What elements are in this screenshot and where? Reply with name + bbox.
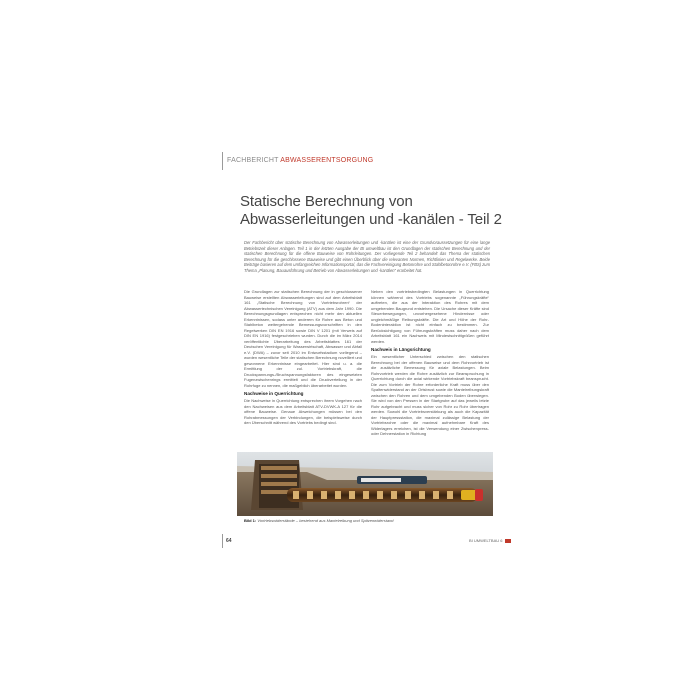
paragraph: Die Grundlagen zur statischen Berechnung der in geschlossener Bauweise erstellten Abwasserleitungen sind auf dem Arbeitsblatt 161 „Statische Berechnung von Vortriebsrohren“ der Abwassertechnischen Vereinigung (ATV) aus dem Jahr 1990. Die Berechnungsgrundlagen entsprechen nicht mehr den aktuellen Erkenntnissen, sodass unter anderem für Rohre aus Beton und Stahlbeton weitergehende Bemessungsvorschriften in den Regelwerken DIN EN 1916 sowie DIN V 1201 (mit Verweis auf DIN EN 1916) festgeschrieben wurden. Durch die im März 2014 veröffentlichte Überarbeitung des Arbeitsblattes 161 der Deutschen Vereinigung für Wasserwirtschaft, Abwasser und Abfall e.V. (DWA) – zuvor seit 2010 im Entwurfsstadium vorliegend – wurden wesentliche Teile der statischen Berechnung novelliert und gewonnene Erkenntnisse eingearbeitet. Hier sind u. a. die Ermittlung der zul. Vortriebskraft, die Druckspannungs-/Bruchspannungsfaktoren des eingesetzten Fugenzwischenrings ermittelt und die Druckverteilung in der Rohrfuge zu nennen, die maßgeblich überarbeitet wurden. (244, 289, 362, 388)
section-topic: ABWASSERENTSORGUNG (280, 157, 374, 164)
subheading: Nachweise in Querrichtung (244, 391, 304, 396)
column-right (371, 289, 489, 440)
section-prefix: FACHBERICHT (227, 157, 279, 164)
page-number: 64 (226, 538, 232, 544)
footer-mark (469, 538, 511, 543)
pipe-jacking-illustration (237, 452, 493, 516)
lead-paragraph: Der Fachbericht über statische Berechnung von Abwasserleitungen und -kanälen ist eine der Grundvoraussetzungen für eine lange Betriebszeit dieser Anlagen. Teil 1 in der letzten Ausgabe der BI umweltbau ist den Grundlagen der statischen Berechnung und der statischen Berechnung für die offene Bauweise von Rohrleitungen. Der vorliegende Teil 2 behandelt das Thema der statischen Berechnung für die geschlossene Bauweise und gibt einen Überblick über die relevanten Normen, Richtlinien und Regelwerke. Beide Beiträge basieren auf dem umfangreichen Informationsportal, das die Fachvereinigung Betonrohre und Stahlbetonrohre e.V. (FBS) zum Thema „Planung, Bauausführung und Betrieb von Abwasserleitungen und -kanälen“ erarbeitet hat. (244, 240, 490, 273)
title-line-2: Abwasserleitungen und -kanälen - Teil 2 (240, 211, 502, 228)
footer-rule (222, 534, 223, 548)
subheading: Nachweis in Längsrichtung (371, 347, 431, 352)
paragraph: Die Nachweise in Querrichtung entsprechen ihrem Vorgehen nach den Nachweisen aus dem Arbeitsblatt ATV-DVWK-A 127 für die offene Bauweise. Genaue Abweichungen müssen bei den Rohrabmessungen der Verbindungen, die beispielsweise durch den Überschnitt während des Vortriebs bedingt sind. (244, 398, 362, 425)
title-line-1: Statische Berechnung von (240, 193, 413, 210)
figure-caption (244, 518, 494, 524)
article-title (240, 193, 500, 229)
caption-text: Vortriebswiderstände – bestehend aus Mantelreibung und Spitzenwiderstand (257, 518, 394, 523)
caption-label: Bild 1: (244, 518, 257, 523)
section-rule (222, 152, 223, 170)
paragraph: Ein wesentlicher Unterschied zwischen den statischen Berechnung bei der offenen Bauweise und dem Rohrvortrieb ist die zusätzliche Bemessung für axiale Belastungen. Beim Rohrvortrieb werden die Rohre zusätzlich zur Beanspruchung in Querrichtung durch die axial wirkende Vortriebskraft beansprucht. Die zum Vortrieb der Rohre erforderliche Kraft muss über den Spaltenwiderstand an der Ortsbrust sowie die Mantelreibungskraft zwischen den Rohren und dem umgebenden Boden überwiegen. Sie wird von den Pressen in der Startgrube auf das jeweils letzte Rohr aufgebracht und muss sicher von Rohr zu Rohr übertragen werden. Sowohl die Vortriebsverstärkung als auch die Kapazität der Hauptpressstation, die maximal zulässige Belastung der Vortriebsrohre oder die maximal aufnehmbare Kraft des Widerlagers erreichen, ist die Verwendung einer Zwischenpress- oder Dehnerstation in Richtung (371, 354, 489, 436)
footer-mark-text: BI UMWELTBAU 6 (469, 538, 503, 543)
paragraph: Neben den vortriebsbedingten Belastungen in Querrichtung können während des Vortriebs sogenannte „Führungskräfte“ auftreten, die aus der Interaktion des Rohres mit dem umgebenden Baugrund entstehen. Die Ursache dieser Kräfte sind Steuerbewegungen, unvorhergesehene Hindernisse oder ungleichmäßige Reibungskräfte. Die Art und Höhe der Rohr-Bodeninteraktion ist nicht einfach zu bestimmen. Zur Berücksichtigung von Führungskräften muss daher nach dem Arbeitsblatt 161 ein Nachweis mit Mindestschnittgrößen geführt werden. (371, 289, 489, 344)
publisher-logo-icon (505, 539, 511, 543)
figure-pipe-jacking (237, 452, 493, 516)
section-label (227, 157, 373, 164)
column-left (244, 289, 362, 429)
